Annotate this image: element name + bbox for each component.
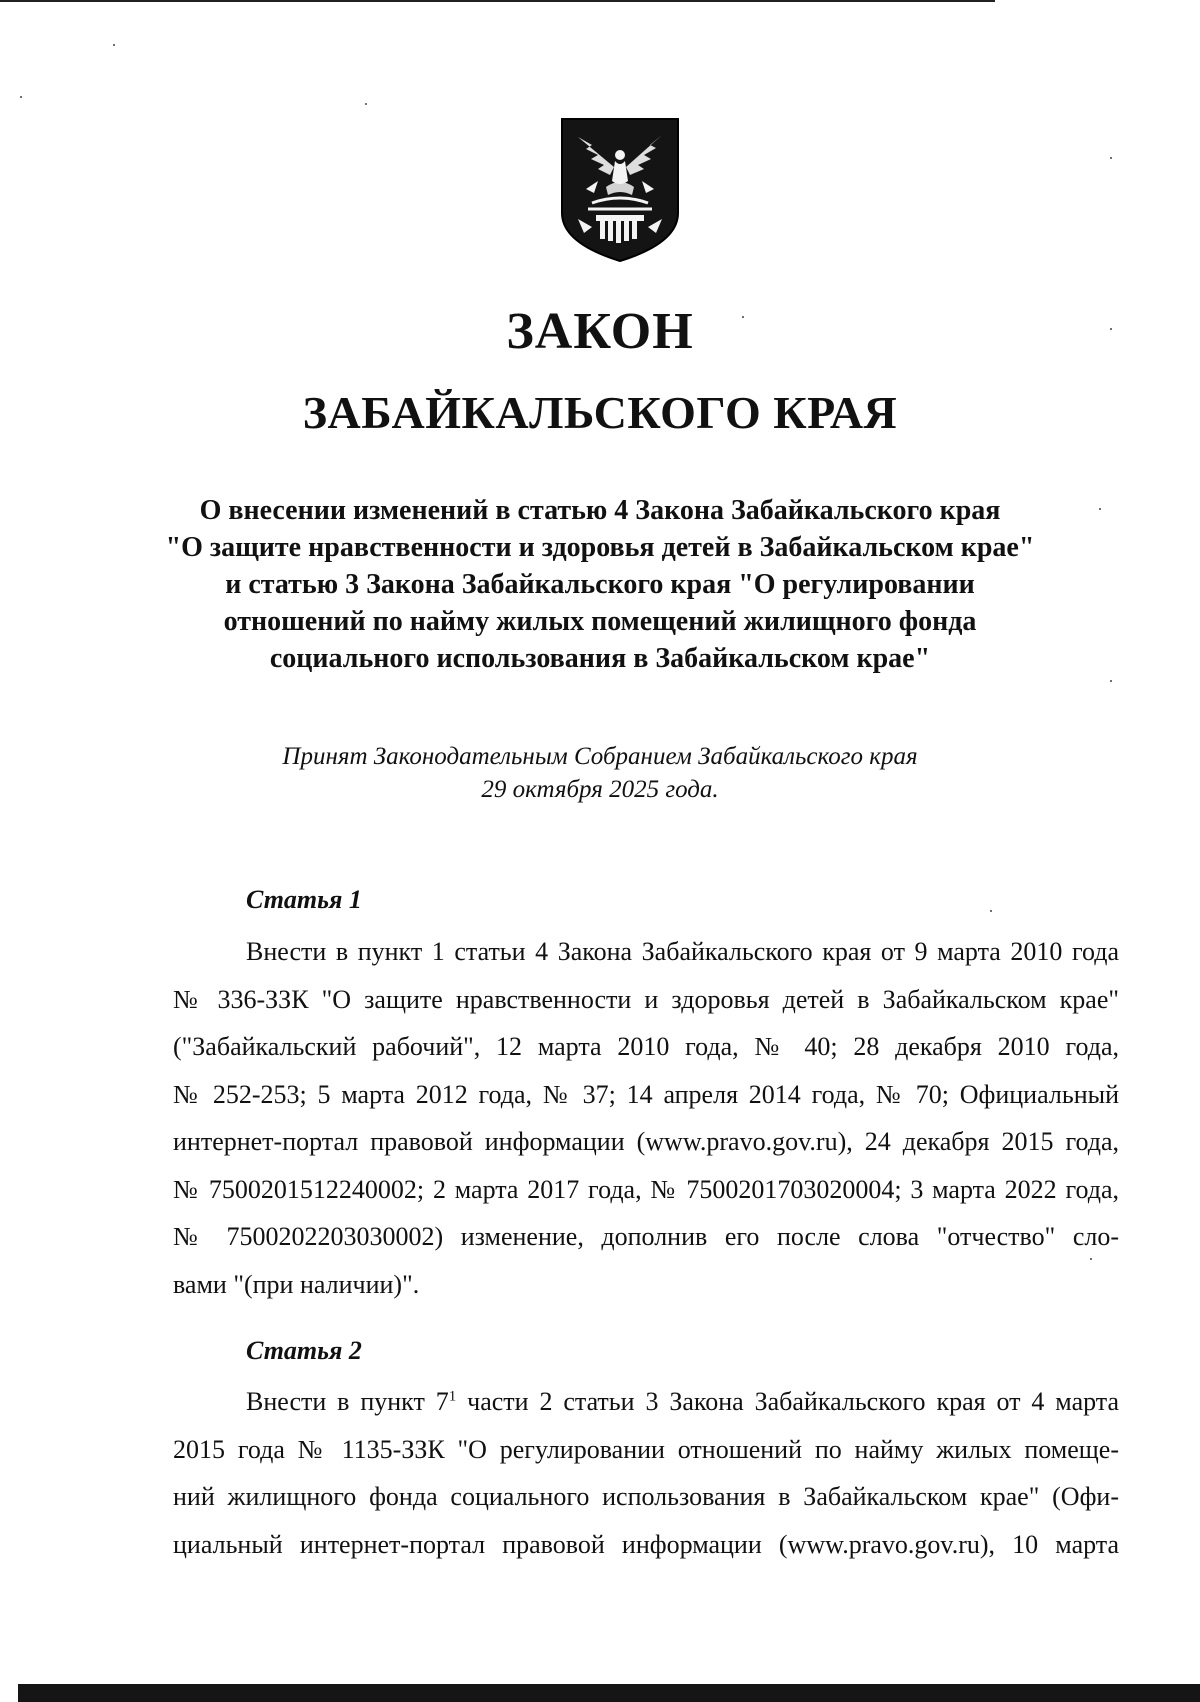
text-line: вами "(при наличии)". [173,1269,420,1299]
scan-speck [990,910,992,912]
text-line: ("Забайкальский рабочий", 12 марта 2010 года, № 40; 28 декабря 2010 года, [173,1032,1119,1061]
adoption-note-line: Принят Законодательным Собранием Забайкальского края [282,743,918,770]
law-subject [150,492,1050,677]
text-line: циальный интернет-портал правовой информации (www.pravo.gov.ru), 10 марта [173,1529,1119,1559]
law-subject-line: О внесении изменений в статью 4 Закона Забайкальского края [199,495,1001,526]
adoption-date: 29 октября 2025 года. [481,776,719,803]
text-fragment: части 2 статьи 3 Закона Забайкальского края от 4 марта [456,1387,1119,1416]
zabaykalsky-coat-of-arms-icon [558,115,682,263]
law-subject-line: и статью 3 Закона Забайкальского края "О регулировании [225,569,975,600]
document-title: ЗАКОН [506,303,694,360]
adoption-note [150,740,1050,806]
scan-speck [1110,680,1112,682]
text-line: № 336-ЗЗК "О защите нравственности и здоровья детей в Забайкальском крае" [173,984,1119,1014]
text-line: 2015 года № 1135-ЗЗК "О регулировании отношений по найму жилых помеще- [173,1434,1119,1464]
scan-top-edge [0,0,995,2]
law-subject-line: отношений по найму жилых помещений жилищного фонда [223,606,977,637]
text-line: интернет-портал правовой информации (www.pravo.gov.ru), 24 декабря 2015 года, [173,1127,1119,1156]
document-region: ЗАБАЙКАЛЬСКОГО КРАЯ [302,387,898,438]
scan-bottom-edge [18,1684,1200,1702]
text-line: Внести в пункт 1 статьи 4 Закона Забайкальского края от 9 марта 2010 года [246,937,1119,966]
law-subject-line: социального использования в Забайкальском крае" [269,643,931,674]
article-2-text [173,1378,1119,1568]
scan-speck [1110,157,1112,159]
article-2-heading: Статья 2 [246,1336,362,1365]
text-line: ний жилищного фонда социального использования в Забайкальском крае" (Офи- [173,1482,1119,1511]
superscript-index: 1 [448,1388,457,1405]
scan-speck [20,96,22,98]
text-line: № 252-253; 5 марта 2012 года, № 37; 14 апреля 2014 года, № 70; Официальный [173,1079,1119,1109]
law-subject-line: "О защите нравственности и здоровья детей в Забайкальском крае" [165,532,1035,563]
text-fragment: Внести в пункт 7 [246,1387,449,1416]
text-line [173,1378,1119,1426]
scan-speck [365,103,367,105]
article-1-heading: Статья 1 [246,885,362,914]
article-1-text [173,928,1119,1308]
text-line: № 7500202203030002) изменение, дополнив его после слова "отчество" сло- [173,1222,1119,1251]
scan-speck [113,44,115,46]
scan-speck [1099,508,1101,510]
text-line: № 7500201512240002; 2 марта 2017 года, № 7500201703020004; 3 марта 2022 года, [173,1174,1119,1204]
